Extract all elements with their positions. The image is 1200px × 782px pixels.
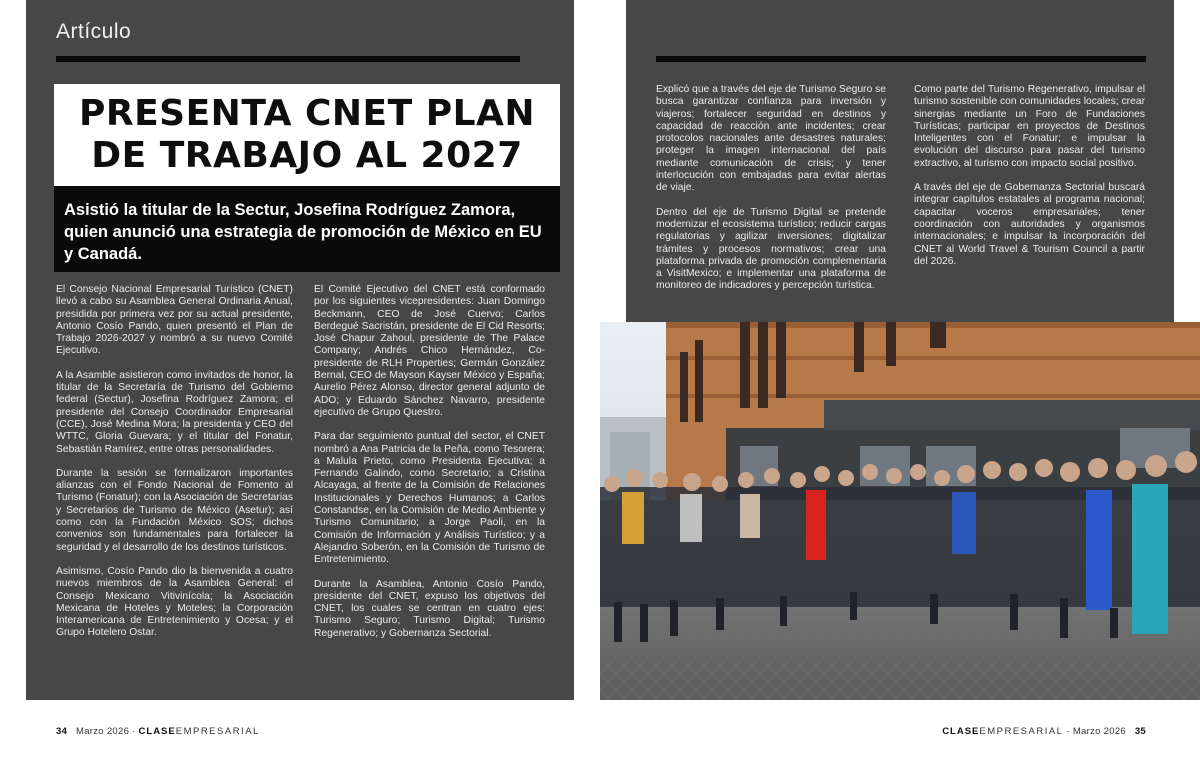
page-number-right: 35 (1134, 726, 1146, 737)
footer-date-left: Marzo 2026 · (76, 726, 136, 737)
text-column-3 (656, 84, 886, 305)
paragraph: Asimismo, Cosío Pando dio la bienvenida a cuatro nuevos miembros de la Asamblea General: el Consejo Mexicano Vitivinícola; la Asociación Mexicana de Hoteles y Moteles; la Corporación Interamericana de Entretenimiento y Ocesa; y el Grupo Hotelero Ostar. (56, 565, 293, 639)
paragraph: Durante la Asamblea, Antonio Cosío Pando, presidente del CNET, expuso los objetivos del CNET, los cuales se centran en cuatro ejes: Turismo Seguro; Turismo Digital; Turismo Regenerativo; y Gobernanza Sectorial. (314, 578, 545, 639)
text-column-4 (914, 84, 1145, 280)
paragraph: A la Asamble asistieron como invitados de honor, la titular de la Secretaría de Turismo del Gobierno federal (Sectur), Josefina Rodríguez Zamora; el presidente del Consejo Coordinador Empresarial (CCE), José Medina Mora; la presidenta y CEO del WTTC, Gloria Guevara; y el titular del Fonatur, Sebastián Ramírez, entre otras personalidades. (56, 369, 293, 455)
deck-box (54, 186, 560, 272)
page-number-left: 34 (56, 726, 68, 737)
paragraph: A través del eje de Gobernanza Sectorial buscará integrar capítulos estatales al programa nacional; capacitar voceros empresariales; tener coordinación con autoridades y organismos internacionales; e impulsar la incorporación del CNET al World Travel & Tourism Council a partir del 2026. (914, 182, 1145, 267)
article-headline: PRESENTA CNET PLAN DE TRABAJO AL 2027 (78, 93, 536, 176)
footer-right (942, 726, 1146, 737)
footer-date-right: · Marzo 2026 (1066, 726, 1126, 737)
paragraph: Dentro del eje de Turismo Digital se pretende modernizar el ecosistema turístico; reducir cargas regulatorias y agilizar inversiones; digitalizar trámites y procesos normativos; crear una plataforma privada de promoción complementaria a VisitMexico; e implementar una plataforma de monitoreo de indicadores y percepción turística. (656, 206, 886, 292)
text-column-1 (56, 284, 293, 652)
brand-name-light: EMPRESARIAL (979, 726, 1064, 737)
paragraph: Durante la sesión se formalizaron importantes alianzas con el Fondo Nacional de Fomento al Turismo (Fonatur); con la Asociación de Secretarias y Secretarios de Turismo de México (Asetur); así como con la Fundación México SOS; dichos convenios son fundamentales para fortalecer la seguridad y el desarrollo de los destinos turísticos. (56, 467, 293, 553)
brand-name-bold: CLASE (942, 726, 980, 737)
article-deck: Asistió la titular de la Sectur, Josefina Rodríguez Zamora, quien anunció una estrategia de promoción de México en EU y Canadá. (64, 201, 542, 263)
paragraph: Como parte del Turismo Regenerativo, impulsar el turismo sostenible con comunidades locales; crear sinergias mediante un Foro de Fundaciones Turísticas; participar en proyectos de Destinos Inteligentes con el Fonatur; e impulsar la evolución del discurso para pasar del turismo extractivo, al turismo con impacto social positivo. (914, 84, 1145, 169)
paragraph: El Consejo Nacional Empresarial Turístico (CNET) llevó a cabo su Asamblea General Ordinaria Anual, presidida por primera vez por su actual presidente, Antonio Cosío Pando, quien presentó el Plan de Trabajo 2026-2027 y nombró a su nuevo Comité Ejecutivo. (56, 284, 293, 357)
brand-name-light: EMPRESARIAL (175, 726, 260, 737)
footer-left (56, 726, 260, 737)
paragraph: Para dar seguimiento puntual del sector, el CNET nombró a Ana Patricia de la Peña, como Tesorera; a Malula Prieto, como Presidenta Ejecutiva; a Fernando Galindo, como Secretario; a Cristina Alcayaga, al frente de la Comisión de Relaciones Institucionales y Derechos Humanos; a Carlos Constandse, en la Comisión de Medio Ambiente y Turismo Comunitario; a Jorge Paoli, en la Comisión de Información y Análisis Turístico; y a Alejandro Soberón, en la Comisión de Turismo de Entretenimiento. (314, 431, 545, 566)
text-column-2 (314, 284, 545, 652)
brand-name-bold: CLASE (138, 726, 176, 737)
group-photo (600, 322, 1200, 700)
header-rule-left (56, 56, 520, 62)
section-label: Artículo (56, 20, 132, 43)
paragraph: Explicó que a través del eje de Turismo Seguro se busca garantizar confianza para inversión y viajeros; fortalecer seguridad en destinos y capacidad de reacción ante incidentes; crear protocolos nacionales ante desastres naturales; proteger la imagen internacional del país mediante comunicación de crisis; y tener interlocución con embajadas para evitar alertas de viaje. (656, 84, 886, 194)
headline-box (54, 84, 560, 186)
header-rule-right (656, 56, 1146, 62)
paragraph: El Comité Ejecutivo del CNET está conformado por los siguientes vicepresidentes: Juan Domingo Beckmann, CEO de José Cuervo; Carlos Berdegué Sacristán, presidente de El Cid Resorts; José Chapur Zahoul, presidente de The Palace Company; Andrés Chico Hernández, Co-presidente de RLH Properties; Germán González Bernal, CEO de Mayson Kayser México y España; Aurelio Pérez Alonso, director general adjunto de ADO; y Eduardo Sánchez Navarro, presidente ejecutivo de Grupo Questro. (314, 284, 545, 418)
